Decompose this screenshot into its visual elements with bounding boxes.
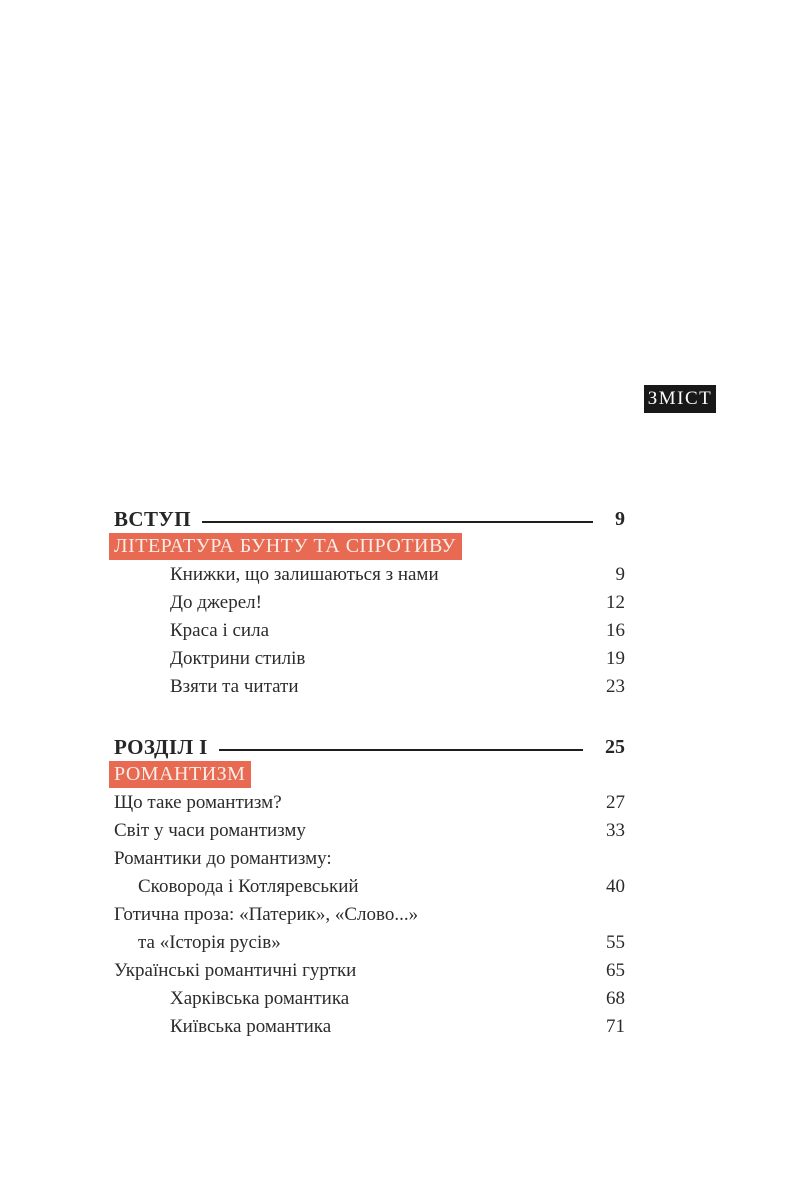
toc-entry-label: Українські романтичні гуртки [114, 960, 357, 981]
toc-entry-row [114, 985, 625, 1013]
toc-entry-label: Що таке романтизм? [114, 792, 282, 813]
toc-entry-label: До джерел! [170, 592, 262, 613]
toc-page-number: 71 [606, 1016, 625, 1037]
toc-entry-label: Харківська романтика [170, 988, 350, 1009]
contents-corner-label [644, 385, 716, 413]
toc-page-number: 9 [615, 564, 625, 585]
leader-line [202, 521, 593, 523]
toc-entry-label: Київська романтика [170, 1016, 332, 1037]
toc-highlight-row [114, 533, 625, 561]
section-gap [114, 701, 625, 733]
toc-entry-label: Готична проза: «Патерик», «Слово...» [114, 904, 419, 925]
toc-page-number: 65 [606, 960, 625, 981]
toc-page-number: 16 [606, 620, 625, 641]
toc-page-number: 27 [606, 792, 625, 813]
toc-page-number: 19 [606, 648, 625, 669]
toc-page-number: 33 [606, 820, 625, 841]
toc-section-title: ВСТУП [114, 507, 191, 531]
toc-entry-label: Взяти та читати [170, 676, 299, 697]
toc-entry-row [114, 673, 625, 701]
toc-entry-row [114, 589, 625, 617]
toc-entry-row [114, 645, 625, 673]
toc-entry-row [114, 957, 625, 985]
toc-page-number: 9 [615, 508, 625, 530]
leader-line [219, 749, 583, 751]
toc-entry-label: Романтики до романтизму: [114, 848, 332, 869]
toc-entry-label: Книжки, що залишаються з нами [170, 564, 439, 585]
toc-entry-row [114, 845, 625, 873]
toc-entry-label: та «Історія русів» [138, 932, 281, 953]
toc-entry-row [114, 901, 625, 929]
toc-entry-row [114, 789, 625, 817]
toc-header-row-rozdil-1 [114, 733, 625, 761]
toc-entry-row [114, 929, 625, 957]
toc-entry-row [114, 617, 625, 645]
toc-page-number: 55 [606, 932, 625, 953]
toc-entry-row [114, 817, 625, 845]
contents-corner-label-text: ЗМІСТ [647, 388, 713, 409]
toc-page-number: 23 [606, 676, 625, 697]
toc-entry-row [114, 873, 625, 901]
toc-entry-label: Доктрини стилів [170, 648, 306, 669]
toc-highlight-row [114, 761, 625, 789]
toc-page-number: 68 [606, 988, 625, 1009]
toc-highlight-label: РОМАНТИЗМ [109, 761, 251, 788]
toc-section-title: РОЗДІЛ І [114, 735, 208, 759]
toc-entry-label: Краса і сила [170, 620, 269, 641]
toc-highlight-label: ЛІТЕРАТУРА БУНТУ ТА СПРОТИВУ [109, 533, 462, 560]
toc-page-number: 12 [606, 592, 625, 613]
toc-entry-label: Світ у часи романтизму [114, 820, 306, 841]
toc-entry-row [114, 561, 625, 589]
toc-page-number: 25 [605, 736, 625, 758]
toc-page-number: 40 [606, 876, 625, 897]
toc-header-row-vstup [114, 505, 625, 533]
toc-entry-label: Сковорода і Котляревський [138, 876, 359, 897]
toc-entry-row [114, 1013, 625, 1041]
table-of-contents [114, 505, 625, 1041]
